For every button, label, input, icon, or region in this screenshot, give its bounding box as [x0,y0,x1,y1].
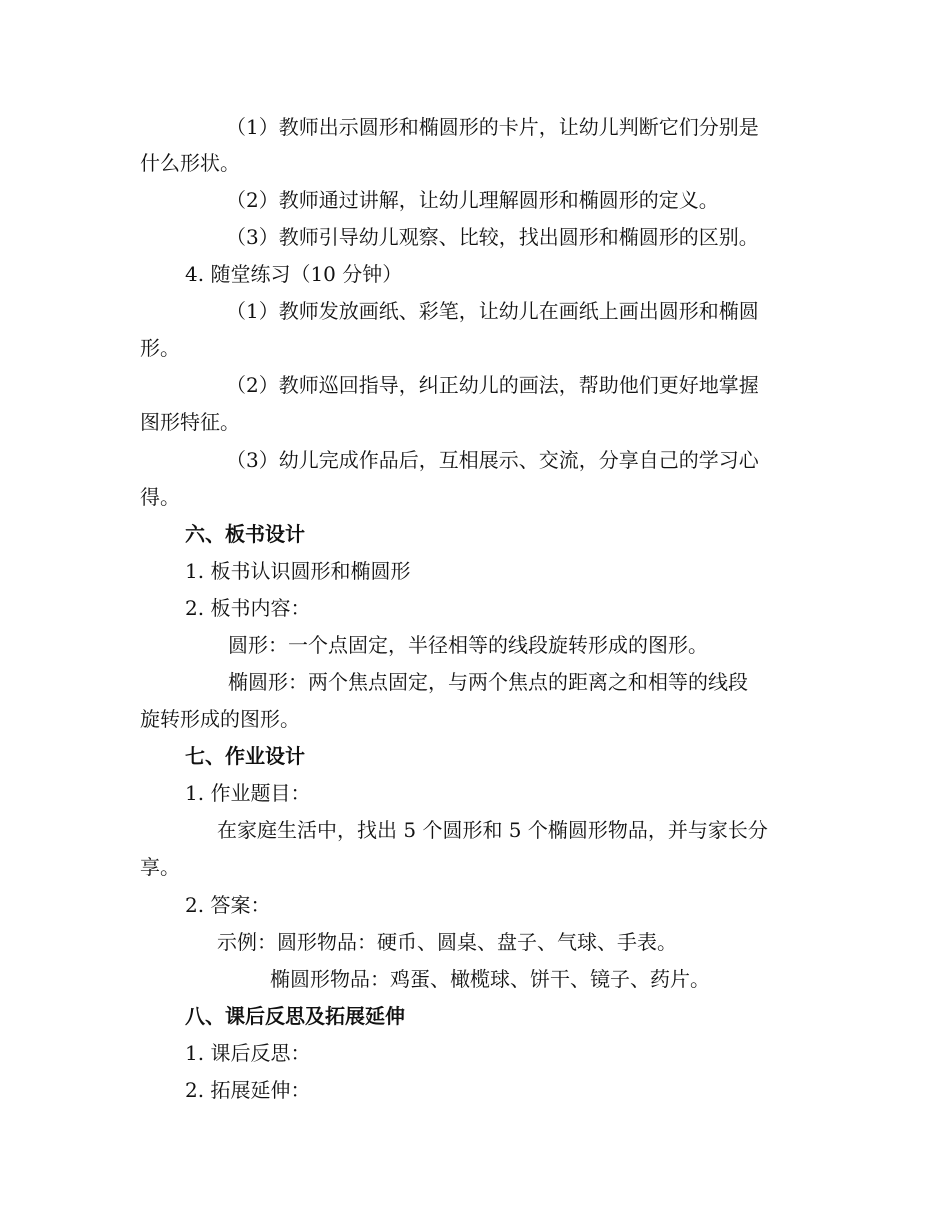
step-4-item-1-line-2: 形。 [140,336,180,360]
step-4-item-2-line-1: （2）教师巡回指导，纠正幼儿的画法，帮助他们更好地掌握 [226,373,759,397]
step-3-item-1-line-2: 什么形状。 [140,151,240,175]
section-7-item-1: 1. 作业题目： [185,781,311,805]
step-3-item-2: （2）教师通过讲解，让幼儿理解圆形和椭圆形的定义。 [226,188,719,212]
section-7-heading: 七、作业设计 [185,744,305,768]
section-7-item-2: 2. 答案： [185,893,271,917]
section-6-heading: 六、板书设计 [185,522,305,546]
ellipse-definition-line-1: 椭圆形：两个焦点固定，与两个焦点的距离之和相等的线段 [228,670,748,694]
step-4-item-3-line-2: 得。 [140,485,180,509]
section-8-item-1: 1. 课后反思： [185,1041,311,1065]
step-4-item-3-line-1: （3）幼儿完成作品后，互相展示、交流，分享自己的学习心 [226,448,759,472]
circle-definition: 圆形：一个点固定，半径相等的线段旋转形成的图形。 [228,633,708,657]
step-4-item-2-line-2: 图形特征。 [140,410,240,434]
ellipse-definition-line-2: 旋转形成的图形。 [140,707,300,731]
section-6-item-2: 2. 板书内容： [185,596,311,620]
answer-example-ellipse: 椭圆形物品：鸡蛋、橄榄球、饼干、镜子、药片。 [270,967,710,991]
step-4-heading: 4. 随堂练习（10 分钟） [185,262,403,286]
section-8-item-2: 2. 拓展延伸： [185,1078,311,1102]
step-3-item-3: （3）教师引导幼儿观察、比较，找出圆形和椭圆形的区别。 [226,225,759,249]
homework-line-1: 在家庭生活中，找出 5 个圆形和 5 个椭圆形物品，并与家长分 [217,818,768,842]
section-6-item-1: 1. 板书认识圆形和椭圆形 [185,559,411,583]
section-8-heading: 八、课后反思及拓展延伸 [185,1004,405,1028]
step-4-item-1-line-1: （1）教师发放画纸、彩笔，让幼儿在画纸上画出圆形和椭圆 [226,299,759,323]
step-3-item-1-line-1: （1）教师出示圆形和椭圆形的卡片，让幼儿判断它们分别是 [226,115,759,139]
homework-line-2: 享。 [140,855,180,879]
answer-example-circle: 示例：圆形物品：硬币、圆桌、盘子、气球、手表。 [217,930,677,954]
